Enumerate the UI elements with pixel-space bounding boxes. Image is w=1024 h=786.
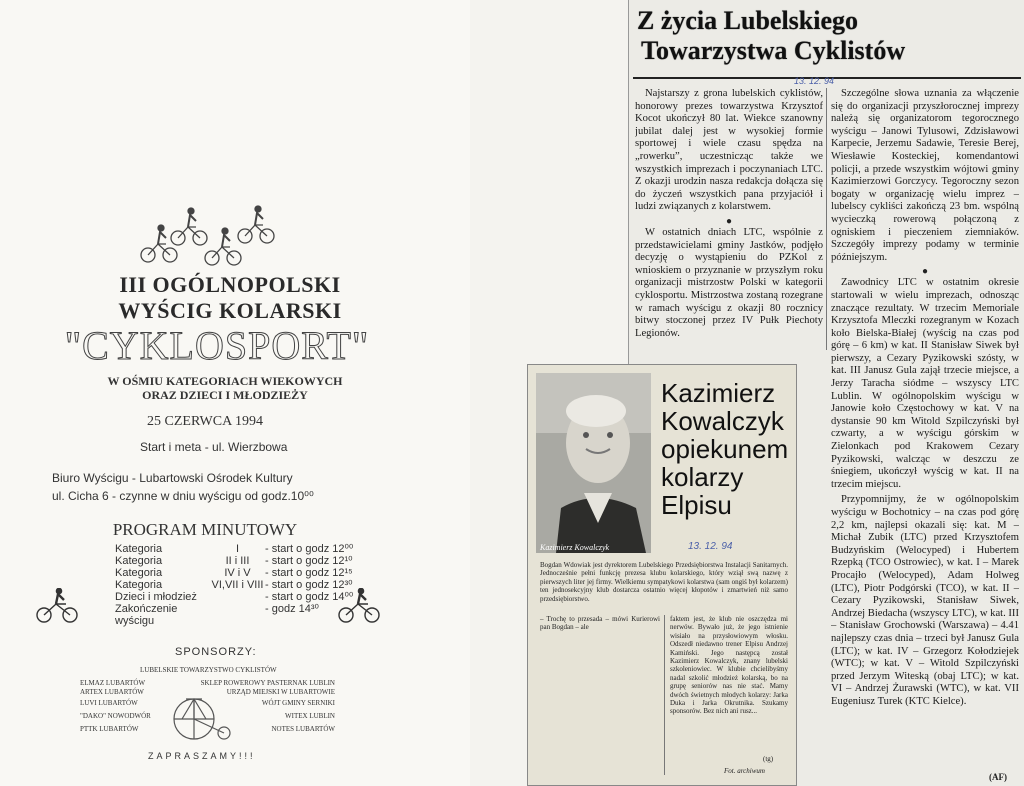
sponsors-heading: SPONSORZY:: [175, 646, 257, 658]
category-roman: [210, 591, 265, 603]
article2-left-column: – Trochę to przesada – mówi Kurierowi pan Bogdan – ale: [540, 615, 660, 632]
sponsor-item: LUVI LUBARTÓW: [80, 699, 138, 707]
program-row: [115, 555, 385, 567]
cyclist-icon-left: [36, 588, 80, 624]
article2-lead: Bogdan Wdowiak jest dyrektorem Lubelskiego Przedsiębiorstwa Instalacji Sanitarnych. Jednocześnie pełni funkcję prezesa klubu kolarskiego, który wziął swą nazwę z pierwszych liter jej firmy. Wielkiemu sympatykowi kolarstwa (sam ongiś był kolarzem) ten jednosekcyjny klub dostarcza ostatnio więcej kłopotów i zmartwień niż samo przedsiębiorstwo.: [540, 561, 788, 603]
category-roman: VI,VII i VIII: [211, 579, 264, 591]
headline-line: Elpisu: [661, 490, 732, 520]
category-time: - start o godz 12³⁰: [265, 579, 353, 591]
handwritten-date: 13. 12. 94: [688, 541, 733, 552]
category-time: - start o godz 12¹⁵: [265, 567, 353, 579]
poster-subtitle-line2: ORAZ DZIECI I MŁODZIEŻY: [142, 388, 308, 402]
category-name: Kategoria: [115, 555, 163, 567]
category-name: Kategoria: [115, 567, 163, 579]
category-time: - godz 14³⁰: [265, 603, 319, 615]
sponsor-item: NOTES LUBARTÓW: [271, 725, 335, 733]
category-roman: IV i V: [224, 567, 251, 579]
category-roman: II i III: [225, 555, 250, 567]
sponsor-main: LUBELSKIE TOWARZYSTWO CYKLISTÓW: [140, 666, 277, 674]
sponsor-item: WÓJT GMINY SERNIKI: [261, 699, 335, 707]
headline-line: Kazimierz: [661, 378, 776, 408]
article2-headline: [661, 379, 789, 519]
column-divider: [664, 615, 665, 775]
sponsor-item: PTTK LUBARTÓW: [80, 725, 139, 733]
article-column-2: [831, 88, 1019, 776]
paragraph: Zawodnicy LTC w ostatnim okresie startowali w wielu imprezach, odnosząc znaczące rezultaty. W trzecim Memoriale Krzysztofa Mleczki rozegranym w Kozach koło Bielska-Białej (wyścig na czas pod górę – 6 km) w kat. II Stanisław Siwek był pierwszy, a Cezary Pyzikowski szósty, w kat. III Janusz Gula zajął trzecie miejsce, a Jerzy Taracha siódme – wszyscy LTC Lublin. W ogólnopolskim wyścigu w Janowie koło Częstochowy w kat. V na dystansie 90 km Witold Szpilczyński był czwarty, a w wyścigu górskim w Zielonkach pod Krakowem Cezary Pyzikowski, walcząc w deszczu ze śniegiem, ukończył wyścig w kat. II na trzecim miejscu.: [831, 277, 1019, 490]
category-roman: I: [235, 543, 240, 555]
sponsor-item: URZĄD MIEJSKI W LUBARTOWIE: [226, 688, 335, 696]
paragraph: Przypomnijmy, że w ogólnopolskim wyścigu w Bochotnicy – na czas pod górę 2,2 km, najlepsi okazali się: kat. M – Michał Zubik (LTC) przed Krzysztofem Budzyńskim (Welocyped) i Hubertem Rzepką (TCO Ostrowiec), w kat. I – Marek Procajło (Welocyped), Adam Holweg (LTC), Piotr Podgórski (TCO), w kat. II – Cezary Pyzikowski, Stanisław Siwek, Andrzej Biedacha (wszyscy LTC), w kat. III – Stanisław Grochowski (Warszawa) – 4.41 najlepszy czas dnia – trzeci był Janusz Gula (LTC); w kat. IV – Grzegorz Kołodziejek (WTC); w kat. V – Witold Szpilczyński przed Jerzym Witeską (obaj LTC); w kat. VI – Andrzej Żurawski (WTC), w kat. VII Eugeniusz Turek (KTC Kielce).: [831, 494, 1019, 707]
headline-line1: Z życia Lubelskiego: [637, 6, 859, 35]
headline-line: kolarzy: [661, 462, 744, 492]
bullet-separator: ●: [921, 266, 929, 278]
poster-start: Start i meta - ul. Wierzbowa: [140, 440, 288, 454]
sponsor-item: ARTEX LUBARTÓW: [80, 688, 144, 696]
penny-farthing-icon: [172, 695, 232, 741]
headline-line: Kowalczyk: [661, 406, 784, 436]
article-headline: [637, 6, 1017, 66]
paragraph: W ostatnich dniach LTC, wspólnie z przedstawicielami gminy Jastków, podjęło decyzję o wystąpieniu do PZKol z wnioskiem o przyznanie w przyszłym roku organizacji mistrzostw Polski w kategorii cyklosportu. Mistrzostwa zostaną rozegrane w ramach wyścigu z okazji 80 rocznicy bitwy stoczonej przez IV Pułk Piechoty Legionów.: [635, 226, 823, 339]
poster-office-line2: ul. Cicha 6 - czynne w dniu wyścigu od godz.10⁰⁰: [52, 489, 314, 503]
article2-credit: (tg): [763, 755, 774, 763]
cyclist-icon-right: [338, 588, 382, 624]
article-column-1: [635, 88, 823, 350]
poster-event-name: "CYKLOSPORT": [64, 323, 370, 368]
category-name: Kategoria: [115, 543, 163, 555]
category-name: Kategoria: [115, 579, 163, 591]
handwritten-date: 13. 12. 94: [794, 76, 835, 86]
column-divider: [826, 88, 827, 350]
cyclists-illustration: [140, 200, 290, 270]
category-time: - start o godz 12¹⁰: [265, 555, 353, 567]
paragraph: Najstarszy z grona lubelskich cyklistów, honorowy prezes towarzystwa Krzysztof Kocot ukończył 80 lat. Wiekce szanowny jubilat dalej jest w wysokiej formie sportowej i wiele czasu spędza na „rowerku”, uczestnicząc także we wszystkich imprezach i poczynaniach LTC. Z okazji urodzin nasza redakcja dołącza się do życzeń wszystkich pana przyjaciół i ludzi związanych z kolarstwem.: [635, 88, 823, 213]
headline-line2: Towarzystwa Cyklistów: [641, 36, 906, 65]
program-row: [115, 567, 385, 579]
article-signature: (AF): [989, 772, 1007, 782]
poster-title-line2: WYŚCIG KOLARSKI: [118, 298, 342, 323]
program-row: [115, 543, 385, 555]
portrait-photo: [536, 373, 651, 553]
photo-caption: Kazimierz Kowalczyk: [540, 543, 610, 552]
paragraph: Szczególne słowa uznania za włączenie się do organizacji przyszłorocznej imprezy należą się organizatorom tegorocznego wyścigu – Janowi Tylusowi, Zdzisławowi Karpecie, Jerzemu Sadawie, Teresie Berej, Wiesławie Kosteckiej, komendantowi policji, a przede wszystkim wójtowi gminy Kazimierzowi Gorczycy. Tegoroczny sezon bogaty w organizację wielu imprez – lubelscy cykliści zakończą 23 bm. wspólną wycieczką rowerową połączoną z ogniskiem i pieczeniem ziemniaków. Szczegóły imprezy podamy w terminie późniejszym.: [831, 88, 1019, 263]
newspaper-article-kowalczyk: [527, 364, 797, 786]
event-poster: [0, 0, 470, 786]
category-name: Dzieci i młodzież: [115, 591, 197, 603]
category-time: - start o godz 14⁰⁰: [265, 591, 354, 603]
category-time: - start o godz 12⁰⁰: [265, 543, 354, 555]
photo-credit: Fot. archiwum: [724, 767, 765, 775]
poster-office-line1: Biuro Wyścigu - Lubartowski Ośrodek Kultury: [52, 471, 293, 485]
category-roman: [210, 603, 265, 615]
headline-line: opiekunem: [661, 434, 789, 464]
sponsor-item: WITEX LUBLIN: [285, 712, 335, 720]
sponsor-item: ELMAZ LUBARTÓW: [80, 679, 146, 687]
sponsor-item: SKLEP ROWEROWY PASTERNAK LUBLIN: [200, 679, 335, 687]
sponsors-left-list: [80, 679, 151, 734]
category-name: Zakończenie wyścigu: [115, 603, 178, 627]
poster-title-line1: III OGÓLNOPOLSKI: [119, 272, 341, 297]
closing-text: ZAPRASZAMY!!!: [148, 751, 256, 761]
poster-date: 25 CZERWCA 1994: [147, 414, 263, 429]
program-heading: PROGRAM MINUTOWY: [112, 520, 298, 539]
article2-right-column: faktem jest, że klub nie oszczędza mi nerwów. Bywało już, że jego istnienie wisiało na przysłowiowym włosku. Odszedł niedawno trener Elpisu Andrzej Kamiński. Jego następcą został Kazimierz Kowalczyk, znany lubelski szkoleniowiec. W klubie chcielibyśmy nadal szkolić młodzież kolarską, bo na grupę seniorów nas nie stać. Mamy dwóch świetnych młodych kolarzy: Jarka Duka i Jarka Okrutnika. Szukamy sponsorów. Bez nich ani rusz...: [670, 615, 788, 716]
bullet-separator: ●: [725, 215, 733, 227]
poster-subtitle-line1: W OŚMIU KATEGORIACH WIEKOWYCH: [107, 374, 343, 388]
sponsor-item: "DAKO" NOWODWÓR: [80, 712, 151, 720]
